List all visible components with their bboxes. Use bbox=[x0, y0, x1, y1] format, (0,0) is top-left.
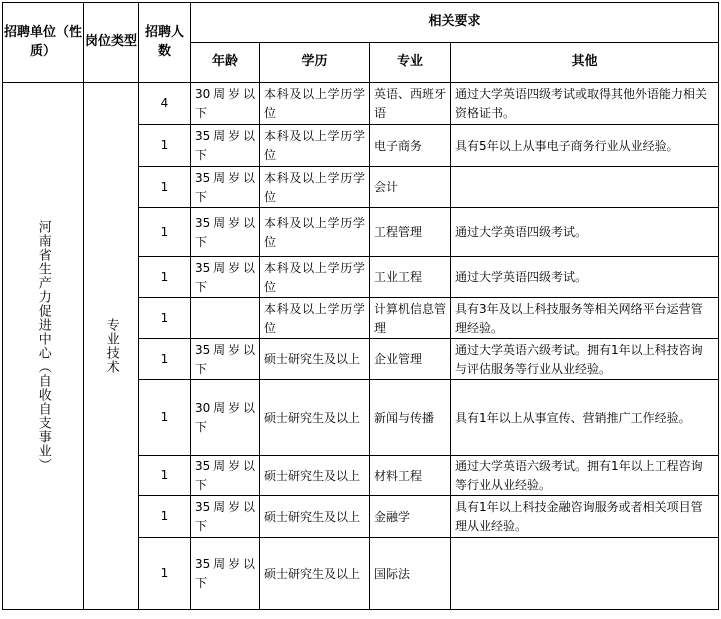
education-cell: 硕士研究生及以上 bbox=[260, 496, 370, 538]
count-cell: 4 bbox=[139, 83, 191, 125]
age-cell: 35周岁以下 bbox=[191, 257, 260, 298]
header-count: 招聘人数 bbox=[139, 3, 191, 83]
other-cell bbox=[451, 167, 719, 208]
count-cell: 1 bbox=[139, 538, 191, 610]
post-type-cell bbox=[84, 83, 139, 610]
education-cell: 硕士研究生及以上 bbox=[260, 380, 370, 456]
other-cell: 具有3年及以上科技服务等相关网络平台运营管理经验。 bbox=[451, 298, 719, 339]
education-cell: 硕士研究生及以上 bbox=[260, 538, 370, 610]
header-other: 其他 bbox=[451, 43, 719, 83]
count-cell: 1 bbox=[139, 298, 191, 339]
age-cell: 30周岁以下 bbox=[191, 83, 260, 125]
count-cell: 1 bbox=[139, 257, 191, 298]
major-cell: 会计 bbox=[370, 167, 451, 208]
age-cell: 35周岁以下 bbox=[191, 167, 260, 208]
recruitment-table bbox=[2, 2, 719, 610]
major-cell: 计算机信息管理 bbox=[370, 298, 451, 339]
other-cell: 具有1年以上从事宣传、营销推广工作经验。 bbox=[451, 380, 719, 456]
other-cell: 具有1年以上科技金融咨询服务或者相关项目管理从业经验。 bbox=[451, 496, 719, 538]
header-education: 学历 bbox=[260, 43, 370, 83]
unit-name-cell bbox=[3, 83, 84, 610]
header-requirements: 相关要求 bbox=[191, 3, 719, 43]
age-cell: 35周岁以下 bbox=[191, 208, 260, 257]
education-cell: 本科及以上学历学位 bbox=[260, 298, 370, 339]
other-cell: 通过大学英语四级考试或取得其他外语能力相关资格证书。 bbox=[451, 83, 719, 125]
count-cell: 1 bbox=[139, 496, 191, 538]
education-cell: 本科及以上学历学位 bbox=[260, 257, 370, 298]
post-type-value: 专业技术 bbox=[103, 318, 119, 374]
major-cell: 工业工程 bbox=[370, 257, 451, 298]
education-cell: 硕士研究生及以上 bbox=[260, 456, 370, 496]
age-cell: 35周岁以下 bbox=[191, 456, 260, 496]
other-cell: 通过大学英语六级考试。拥有1年以上工程咨询等行业从业经验。 bbox=[451, 456, 719, 496]
age-cell: 35周岁以下 bbox=[191, 538, 260, 610]
count-cell: 1 bbox=[139, 339, 191, 380]
age-cell: 35周岁以下 bbox=[191, 125, 260, 167]
other-cell: 通过大学英语四级考试。 bbox=[451, 257, 719, 298]
age-cell: 30周岁以下 bbox=[191, 380, 260, 456]
major-cell: 英语、西班牙语 bbox=[370, 83, 451, 125]
count-cell: 1 bbox=[139, 167, 191, 208]
major-cell: 电子商务 bbox=[370, 125, 451, 167]
header-age: 年龄 bbox=[191, 43, 260, 83]
other-cell: 通过大学英语四级考试。 bbox=[451, 208, 719, 257]
age-cell: 35周岁以下 bbox=[191, 339, 260, 380]
header-unit: 招聘单位（性质） bbox=[3, 3, 84, 83]
other-cell: 通过大学英语六级考试。拥有1年以上科技咨询与评估服务等行业从业经验。 bbox=[451, 339, 719, 380]
education-cell: 本科及以上学历学位 bbox=[260, 208, 370, 257]
education-cell: 本科及以上学历学位 bbox=[260, 167, 370, 208]
count-cell: 1 bbox=[139, 380, 191, 456]
other-cell bbox=[451, 538, 719, 610]
other-cell: 具有5年以上从事电子商务行业从业经验。 bbox=[451, 125, 719, 167]
count-cell: 1 bbox=[139, 125, 191, 167]
education-cell: 本科及以上学历学位 bbox=[260, 125, 370, 167]
major-cell: 企业管理 bbox=[370, 339, 451, 380]
count-cell: 1 bbox=[139, 456, 191, 496]
count-cell: 1 bbox=[139, 208, 191, 257]
major-cell: 新闻与传播 bbox=[370, 380, 451, 456]
major-cell: 金融学 bbox=[370, 496, 451, 538]
education-cell: 本科及以上学历学位 bbox=[260, 83, 370, 125]
age-cell: 35周岁以下 bbox=[191, 496, 260, 538]
education-cell: 硕士研究生及以上 bbox=[260, 339, 370, 380]
age-cell bbox=[191, 298, 260, 339]
table-row bbox=[3, 83, 719, 125]
header-post-type: 岗位类型 bbox=[84, 3, 139, 83]
major-cell: 工程管理 bbox=[370, 208, 451, 257]
major-cell: 国际法 bbox=[370, 538, 451, 610]
major-cell: 材料工程 bbox=[370, 456, 451, 496]
unit-name: 河南省生产力促进中心（自收自支事业） bbox=[35, 220, 51, 472]
header-major: 专业 bbox=[370, 43, 451, 83]
